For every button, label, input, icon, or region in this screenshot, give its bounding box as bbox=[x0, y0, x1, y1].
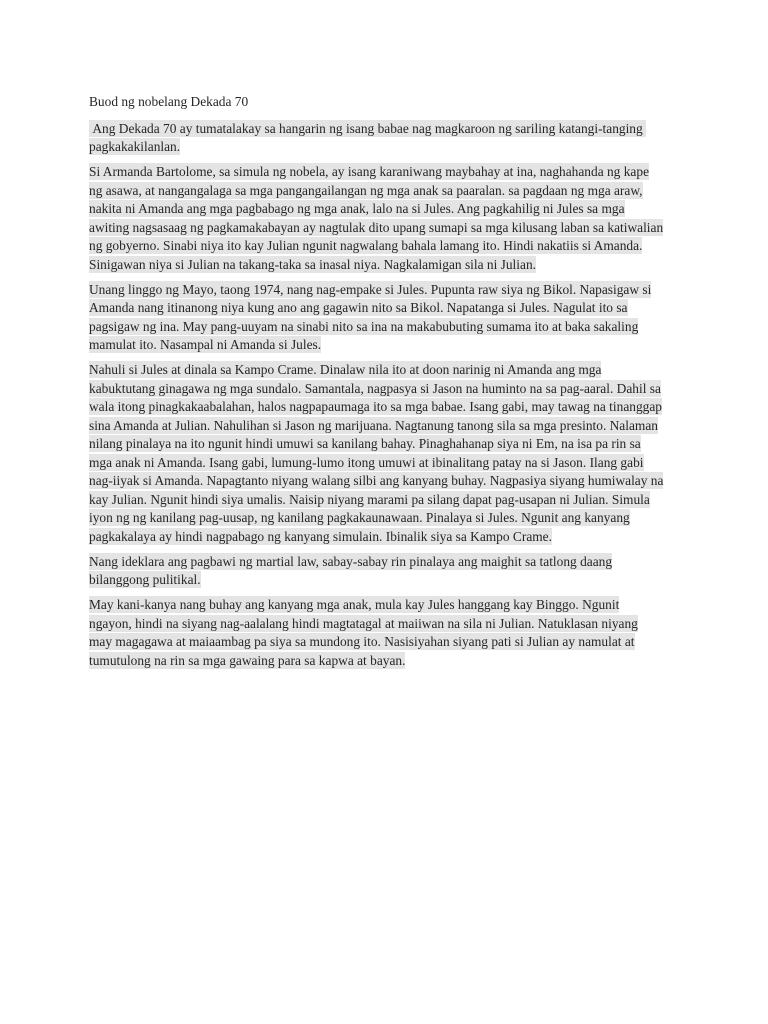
paragraph-5-text: Nang ideklara ang pagbawi ng martial law, sabay-sabay rin pinalaya ang maighit sa tatlong daang bilanggong pulitikal. bbox=[89, 553, 613, 587]
paragraph-6 bbox=[89, 596, 664, 670]
paragraph-3-text: Unang linggo ng Mayo, taong 1974, nang nag-empake si Jules. Pupunta raw siya ng Bikol. Napasigaw si Amanda nang itinanong niya kung ano ang gagawin nito sa Bikol. Napatanga si Jules. Nagulat ito sa pagsigaw ng ina. May pang-uuyam na sinabi nito sa ina na makabubuting sumama ito at baka sakaling mamulat ito. Nasampal ni Amanda si Jules. bbox=[89, 281, 652, 352]
document-page bbox=[89, 93, 664, 677]
document-title bbox=[89, 93, 664, 112]
paragraph-1-text: Ang Dekada 70 ay tumatalakay sa hangarin ng isang babae nag magkaroon ng sariling katangi-tanging pagkakakilanlan. bbox=[89, 120, 647, 154]
paragraph-3 bbox=[89, 281, 664, 355]
paragraph-2-text: Si Armanda Bartolome, sa simula ng nobela, ay isang karaniwang maybahay at ina, naghahanda ng kape ng asawa, at nangangalaga sa mga pangangailangan ng mga anak sa paaralan. sa pagdaan ng mga araw, nakita ni Amanda ang mga pagbabago ng mga anak, lalo na si Jules. Ang pagkahilig ni Jules sa mga awiting nagsasaag ng pagkamakabayan ay nagtulak dito upang sumapi sa mga kilusang laban sa katiwalian ng gobyerno. Sinabi niya ito kay Julian ngunit nagwalang bahala lamang ito. Hindi nakatiis si Amanda. Sinigawan niya si Julian na takang-taka sa inasal niya. Nagkalamigan sila ni Julian. bbox=[89, 164, 664, 272]
paragraph-5 bbox=[89, 553, 664, 590]
paragraph-4-text: Nahuli si Jules at dinala sa Kampo Crame. Dinalaw nila ito at doon narinig ni Amanda ang mga kabuktutang ginagawa ng mga sundalo. Samantala, nagpasya si Jason na huminto na sa pag-aaral. Dahil sa wala itong pinagkakaabalahan, halos nagpapaumaga ito sa mga babae. Isang gabi, may tawag na tinanggap sina Amanda at Julian. Nahulihan si Jason ng marijuana. Nagtanung tanong sila sa mga presinto. Nalaman nilang pinalaya na ito ngunit hindi umuwi sa kanilang bahay. Pinaghahanap siya ni Em, na isa pa rin sa mga anak ni Amanda. Isang gabi, lumung-lumo itong umuwi at ibinalitang patay na si Jason. Ilang gabi nag-iiyak si Amanda. Napagtanto niyang walang silbi ang kanyang buhay. Nagpasiya siyang humiwalay na kay Julian. Ngunit hindi siya umalis. Naisip niyang marami pa silang dapat pag-usapan ni Julian. Simula iyon ng ng kanilang pag-uusap, ng kanilang pagkakaunawaan. Pinalaya si Jules. Ngunit ang kanyang pagkakalaya ay hindi nagpabago ng kanyang simulain. Ibinalik siya sa Kampo Crame. bbox=[89, 362, 664, 544]
paragraph-1 bbox=[89, 120, 664, 157]
paragraph-6-text: May kani-kanya nang buhay ang kanyang mga anak, mula kay Jules hanggang kay Binggo. Ngunit ngayon, hindi na siyang nag-aalalang hindi magtatagal at maiiwan na sila ni Julian. Natuklasan niyang may magagawa at maiaambag pa siya sa mundong ito. Nasisiyahan siyang pati si Julian ay namulat at tumutulong na rin sa mga gawaing para sa kapwa at bayan. bbox=[89, 597, 638, 668]
paragraph-2 bbox=[89, 163, 664, 274]
paragraph-4 bbox=[89, 361, 664, 546]
document-title-text: Buod ng nobelang Dekada 70 bbox=[89, 94, 249, 109]
